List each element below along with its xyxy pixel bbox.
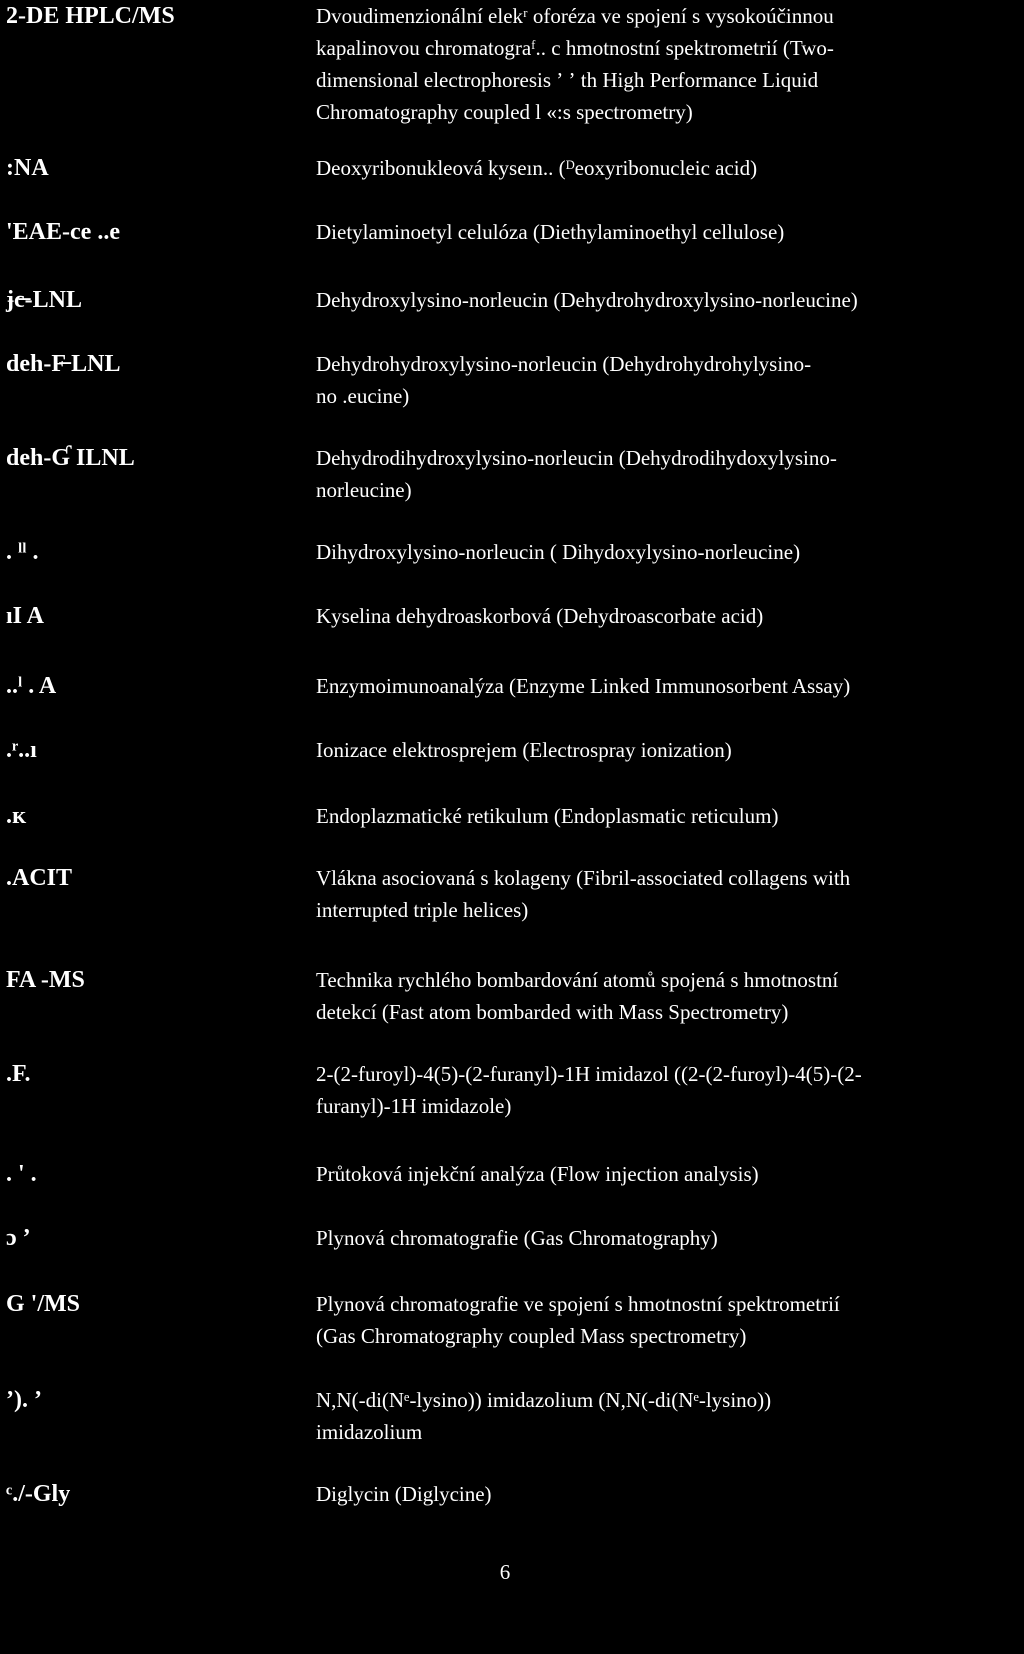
abbreviation: ᶜ./-Gly bbox=[6, 1481, 71, 1507]
definition: Vlákna asociovaná s kolageny (Fibril-associated collagens with interrupted triple helices) bbox=[316, 866, 851, 922]
definition: Diglycin (Diglycine) bbox=[316, 1482, 492, 1506]
abbreviation: deh-Ɠ ILNL bbox=[6, 445, 135, 471]
definition: Dvoudimenzionální elekʳ oforéza ve spojení s vysokoúčinnou kapalinovou chromatograᶠ.. c hmotnostní spektrometrií (Two- dimensional electrophoresis ʼ ʼ th High Performance Liquid Chromatography coupled l «:s spectrometry) bbox=[316, 4, 834, 124]
abbreviation: . ˡˡ . bbox=[6, 539, 39, 565]
abbreviation: .F. bbox=[6, 1061, 31, 1087]
abbreviation: ıI A bbox=[6, 603, 45, 629]
abbreviation: .ᴋ bbox=[6, 803, 27, 829]
definition: Dehydrodihydroxylysino-norleucin (Dehydrodihydoxylysino- norleucine) bbox=[316, 446, 837, 502]
definition: Technika rychlého bombardování atomů spojená s hmotnostní detekcí (Fast atom bombarded with Mass Spectrometry) bbox=[316, 968, 839, 1024]
abbreviation: 'EAE-ce ..e bbox=[6, 219, 120, 245]
abbreviation: G '/MS bbox=[6, 1291, 81, 1317]
definition: Deoxyribonukleová kyseın.. (ᴰeoxyribonucleic acid) bbox=[316, 156, 758, 180]
definition: 2-(2-furoyl)-4(5)-(2-furanyl)-1H imidazol ((2-(2-furoyl)-4(5)-(2- furanyl)-1H imidazole) bbox=[316, 1062, 862, 1118]
abbreviation: ..ˡ . A bbox=[6, 673, 57, 699]
abbreviation: .ACIT bbox=[6, 865, 73, 891]
abbreviation: ɉc̶-LNL bbox=[6, 287, 82, 313]
abbreviation: .ʳ..ı bbox=[6, 737, 37, 763]
definition: Dehydrohydroxylysino-norleucin (Dehydrohydrohylysino- no .eucine) bbox=[316, 352, 812, 408]
abbreviation: ʼ). ʼ bbox=[6, 1387, 42, 1413]
definition: Dehydroxylysino-norleucin (Dehydrohydroxylysino-norleucine) bbox=[316, 288, 858, 312]
abbreviation: deh-F̶ LNL bbox=[6, 351, 121, 377]
abbreviation: :NA bbox=[6, 155, 49, 181]
abbreviation: FA -MS bbox=[6, 967, 85, 993]
definition: Plynová chromatografie ve spojení s hmotnostní spektrometrií (Gas Chromatography coupled Mass spectrometry) bbox=[316, 1292, 840, 1348]
definition: N,N(-di(Nᵉ-lysino)) imidazolium (N,N(-di(Nᵉ-lysino)) imidazolium bbox=[316, 1388, 772, 1444]
abbreviation: 2-DE HPLC/MS bbox=[6, 3, 175, 29]
definition: Ionizace elektrosprejem (Electrospray ionization) bbox=[316, 738, 732, 762]
definition: Kyselina dehydroaskorbová (Dehydroascorbate acid) bbox=[316, 604, 764, 628]
definition: Endoplazmatické retikulum (Endoplasmatic reticulum) bbox=[316, 804, 779, 828]
definition: Dihydroxylysino-norleucin ( Dihydoxylysino-norleucine) bbox=[316, 540, 801, 564]
definition: Průtoková injekční analýza (Flow injection analysis) bbox=[316, 1162, 759, 1186]
definition: Plynová chromatografie (Gas Chromatography) bbox=[316, 1226, 718, 1250]
abbreviation: ɔ ʼ bbox=[6, 1225, 31, 1251]
definition: Dietylaminoetyl celulóza (Diethylaminoethyl cellulose) bbox=[316, 220, 785, 244]
abbreviation: . ' . bbox=[6, 1161, 37, 1187]
page-number: 6 bbox=[499, 1560, 511, 1584]
definition: Enzymoimunoanalýza (Enzyme Linked Immunosorbent Assay) bbox=[316, 674, 851, 698]
